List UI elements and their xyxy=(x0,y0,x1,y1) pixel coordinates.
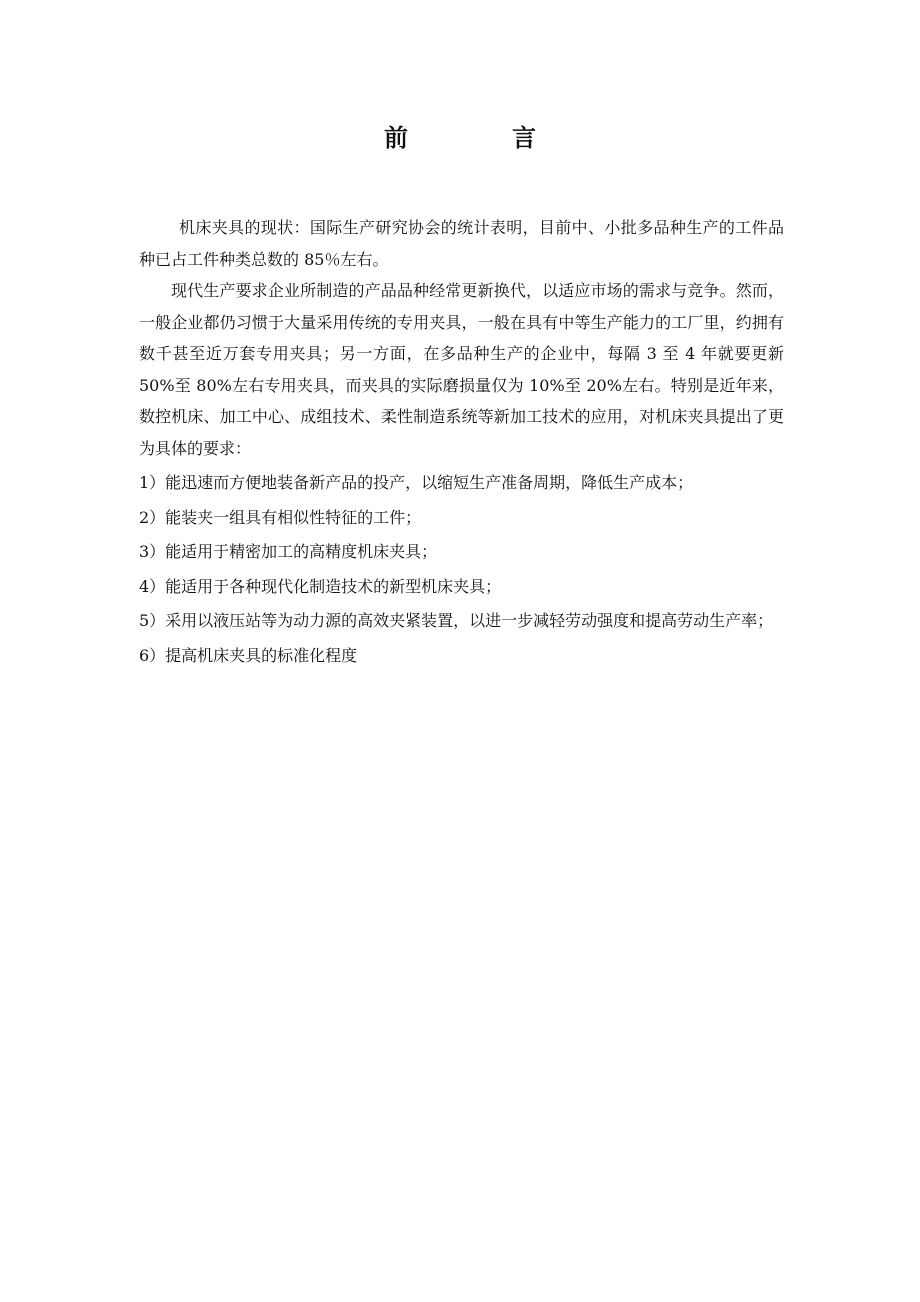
page-title: 前 言 xyxy=(384,123,576,152)
list-item: 1）能迅速而方便地装备新产品的投产，以缩短生产准备周期，降低生产成本； xyxy=(139,473,694,492)
list-item: 5）采用以液压站等为动力源的高效夹紧装置，以进一步减轻劳动强度和提高劳动生产率； xyxy=(139,611,774,630)
document-body xyxy=(139,212,784,671)
requirements-list xyxy=(139,464,784,671)
paragraph-modern-production: 现代生产要求企业所制造的产品品种经常更新换代，以适应市场的需求与竞争。然而，一般企业都仍习惯于大量采用传统的专用夹具，一般在具有中等生产能力的工厂里，约拥有数千甚至近万套专用夹具；另一方面，在多品种生产的企业中，每隔 3 至 4 年就要更新 50%至 80%左右专用夹具，而夹具的实际磨损量仅为 10%至 20%左右。特别是近年来，数控机床、加工中心、成组技术、柔性制造系统等新加工技术的应用，对机床夹具提出了更为具体的要求： xyxy=(139,281,784,458)
list-item: 6）提高机床夹具的标准化程度 xyxy=(139,645,358,665)
paragraph-current-status: 机床夹具的现状：国际生产研究协会的统计表明，目前中、小批多品种生产的工件品种已占工件种类总数的 85％左右。 xyxy=(139,218,784,269)
list-item: 3）能适用于精密加工的高精度机床夹具； xyxy=(139,542,438,561)
list-item: 2）能装夹一组具有相似性特征的工件； xyxy=(139,507,422,527)
list-item: 4）能适用于各种现代化制造技术的新型机床夹具； xyxy=(139,576,502,596)
